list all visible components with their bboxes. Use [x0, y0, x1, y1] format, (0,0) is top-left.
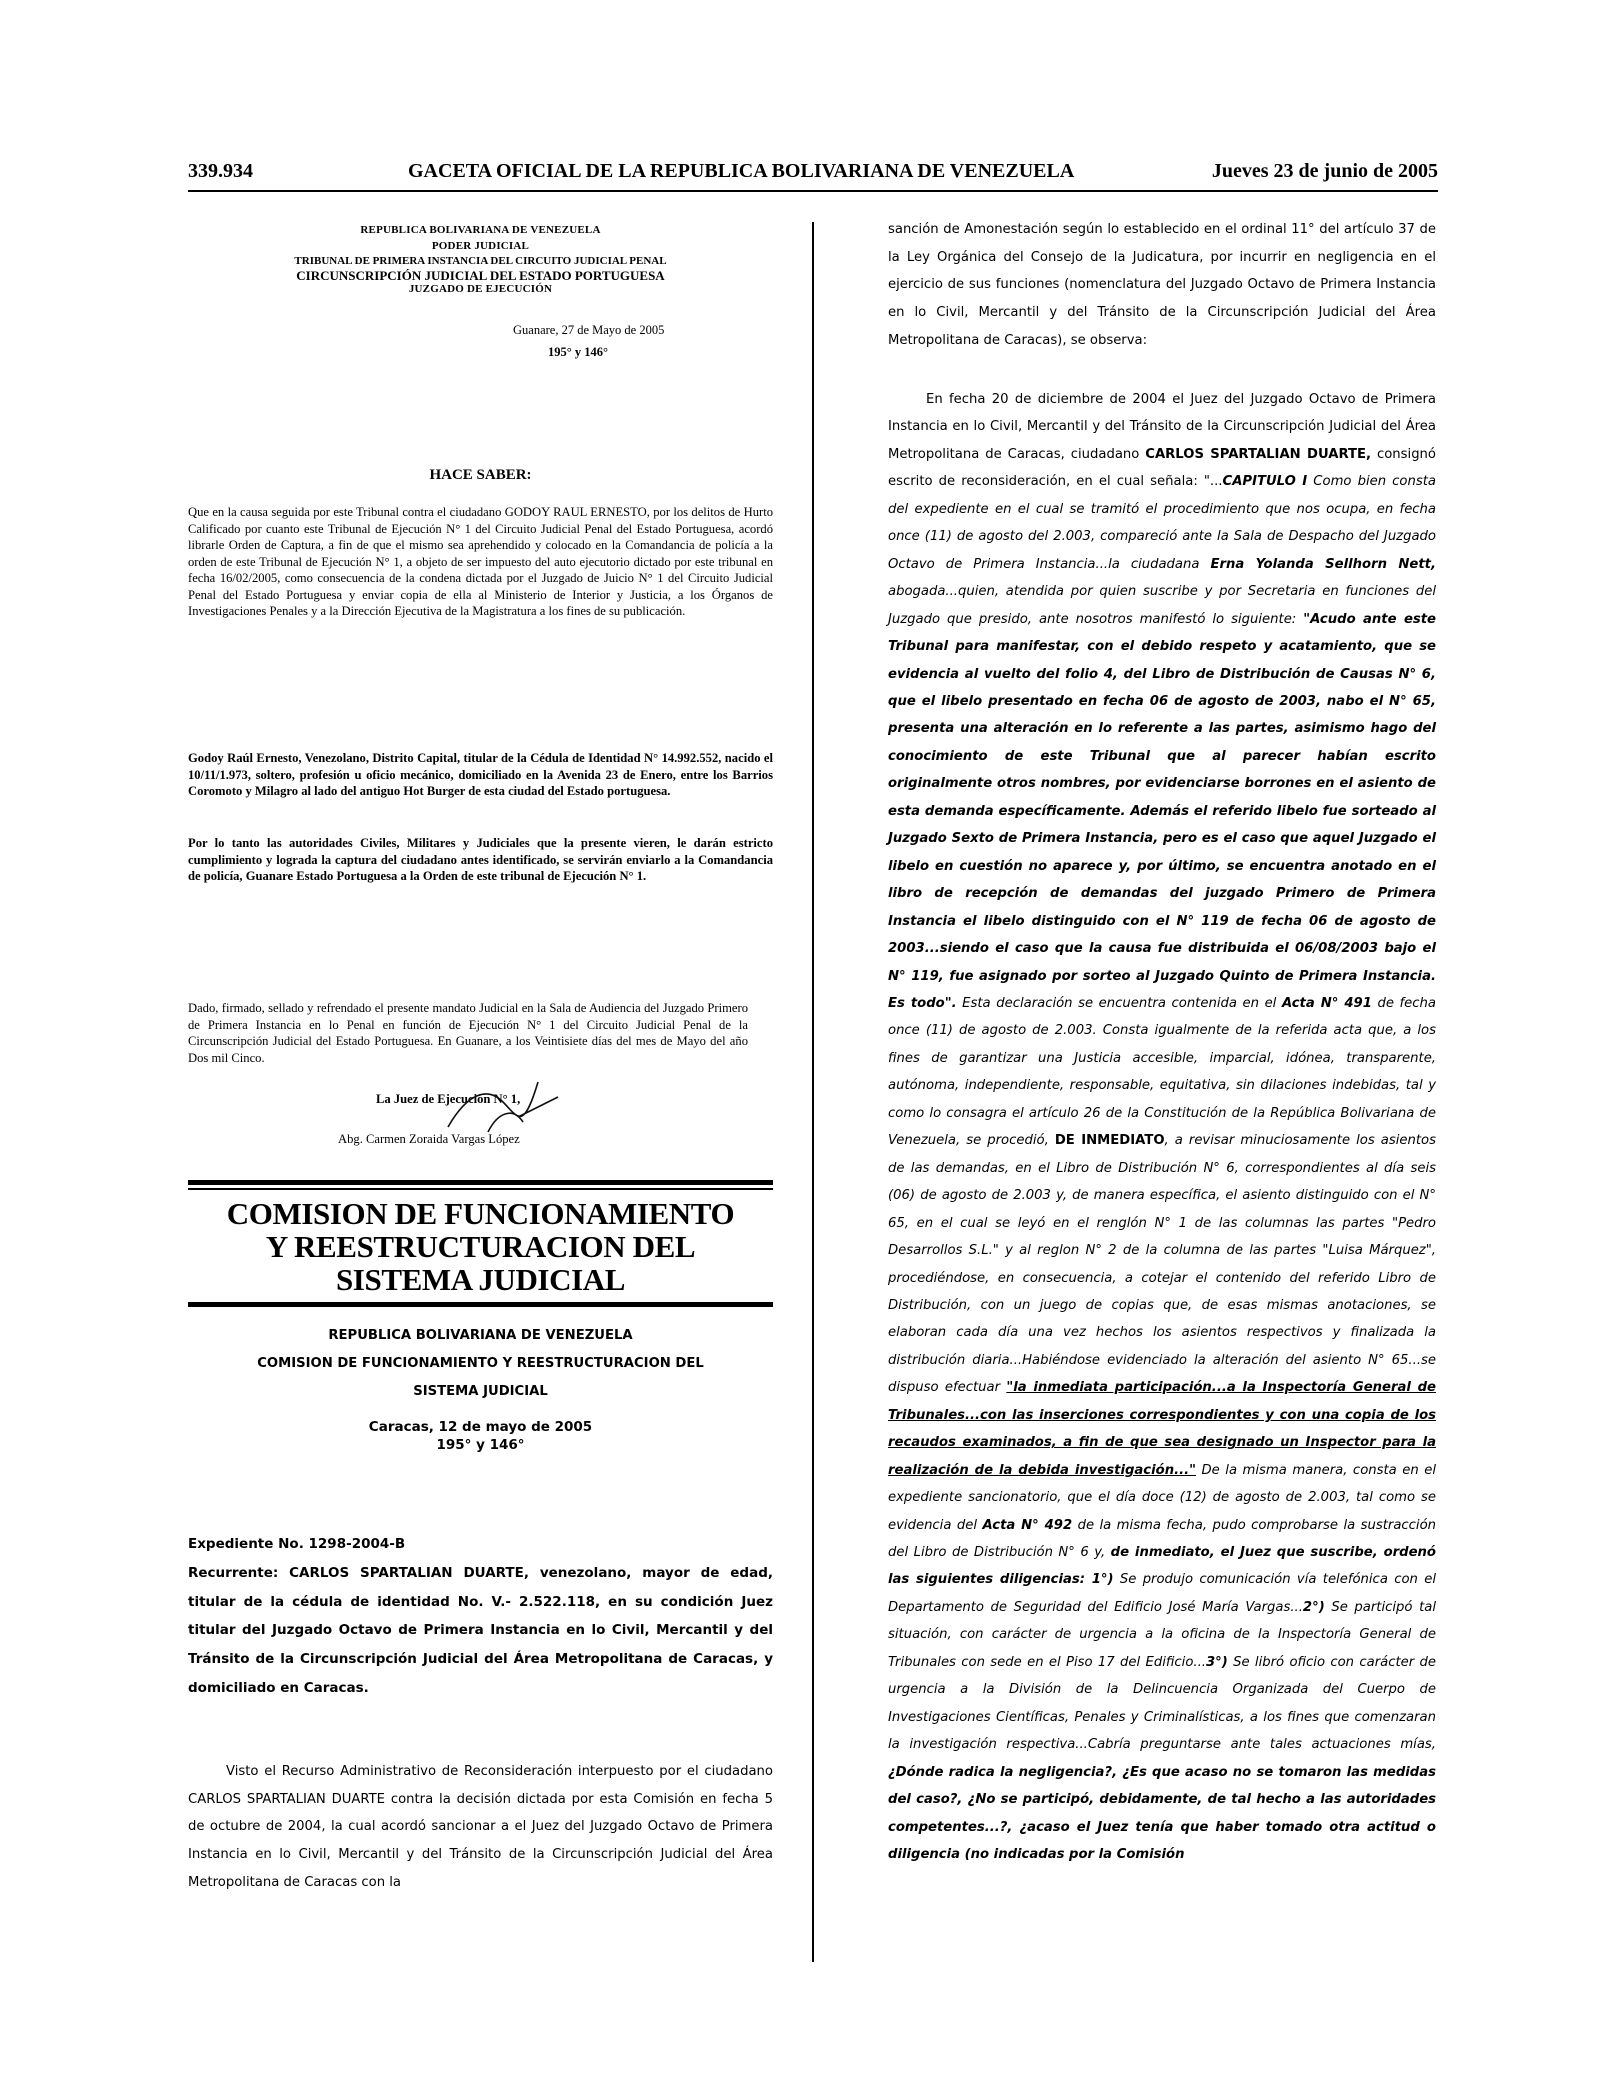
text-run: Se libró oficio con carácter de urgencia a la División de la Delincuencia Organizada del Cuerpo de Investigaciones Científicas, Penales y Criminalísticas, a los fines que comenzaran la investigación respectiva...Cabría preguntarse ante tales actuaciones mías, [888, 1654, 1436, 1753]
expediente-block [188, 1530, 773, 1703]
tribunal-paragraph-2: Godoy Raúl Ernesto, Venezolano, Distrito Capital, titular de la Cédula de Identidad N° 14.992.552, nacido el 10/11/1.973, soltero, profesión u oficio mecánico, domiciliado en la Avenida 23 de Enero, entre los Barrios Coromoto y Milagro al lado del antiguo Hot Burger de esta ciudad del Estado portuguesa. [188, 751, 773, 798]
text-run: de la misma fecha, pudo comprobarse la sustracción del Libro de Distribución N° 6 y, [888, 1517, 1436, 1561]
name-run: CARLOS SPARTALIAN DUARTE, [1145, 446, 1372, 462]
text-run: Se participó tal situación, con carácter de urgencia a la oficina de la Inspectoría General de Tribunales con sede en el Piso 17 del Edificio... [888, 1599, 1436, 1670]
comision-sub-1: REPUBLICA BOLIVARIANA DE VENEZUELA [328, 1328, 633, 1343]
tribunal-paragraph-3: Por lo tanto las autoridades Civiles, Militares y Judiciales que la presente vieren, le darán estricto cumplimiento y lograda la captura del ciudadano antes identificado, se servirán enviarlo a la Comandancia de policía, Guanare Estado Portuguesa a la Orden de este tribunal de Ejecución N° 1. [188, 836, 773, 883]
tribunal-place-date [513, 319, 664, 363]
gazette-title: GACETA OFICIAL DE LA REPUBLICA BOLIVARIANA DE VENEZUELA [408, 160, 1075, 182]
tribunal-line-4: CIRCUNSCRIPCIÓN JUDICIAL DEL ESTADO PORTUGUESA [296, 268, 665, 283]
text-run: De la misma manera, consta en el expediente sancionatorio, que el día doce (12) de agosto de 2.003, tal como se evidencia del [888, 1462, 1436, 1533]
signer-title: La Juez de Ejecución N° 1, [376, 1092, 521, 1106]
comision-sub-2: COMISION DE FUNCIONAMIENTO Y REESTRUCTURACION DEL [257, 1356, 704, 1371]
text-run: , a revisar minuciosamente los asientos de las demandas, en el Libro de Distribución N° 6, correspondientes al día seis (06) de agosto de 2.003 y, de manera específica, el asiento distinguido con el N° 65, en el cual se leyó en el renglón N° 1 de las columnas las partes "Pedro Desarrollos S.L." y al reglon N° 2 de la columna de las partes "Luisa Márquez", procediéndose, en consecuencia, a cotejar el contenido del referido Libro de Distribución, con un juego de copias que, de esas mismas anotaciones, se elaboran cada día una vez hechos los asientos respectivos y finalizada la distribución diaria...Habiéndose evidenciado la alteración del asiento N° 65...se dispuso efectuar [888, 1133, 1436, 1396]
bold-run: ¿Dónde radica la negligencia?, ¿Es que acaso no se tomaron las medidas del caso?, ¿No se participó, debidamente, de tal hecho a las autoridades competentes...?, ¿acaso el Juez tenía que haber tomado otra actitud o diligencia (no indicadas por la Comisión [888, 1764, 1436, 1863]
tribunal-date-line: Guanare, 27 de Mayo de 2005 [513, 323, 665, 337]
comision-subheading [188, 1322, 773, 1406]
issue-date: Jueves 23 de junio de 2005 [1211, 160, 1438, 182]
acta-run: Acta N° 492 [982, 1517, 1073, 1533]
text-run: Se produjo comunicación vía telefónica con el Departamento de Seguridad del Edificio José María Vargas... [888, 1572, 1437, 1615]
visto-text: Visto el Recurso Administrativo de Reconsideración interpuesto por el ciudadano CARLOS SPARTALIAN DUARTE contra la decisión dictada por esta Comisión en fecha 5 de octubre de 2004, la cual acordó sancionar a el Juez del Juzgado Octavo de Primera Instancia en lo Civil, Mercantil y del Tránsito de la Circunscripción Judicial del Área Metropolitana de Caracas con la [188, 1764, 773, 1890]
acta-run: Acta N° 491 [1281, 995, 1372, 1011]
expediente-number: Expediente No. 1298-2004-B [188, 1536, 406, 1552]
text-run: consignó escrito de reconsideración, en el cual señala: "... [888, 446, 1436, 490]
comision-years: 195° y 146° [436, 1437, 525, 1453]
right-paragraph-1: sanción de Amonestación según lo establecido en el ordinal 11° del artículo 37 de la Ley Orgánica del Consejo de la Judicatura, por incurrir en negligencia en el ejercicio de sus funciones (nomenclatura del Juzgado Octavo de Primera Instancia en lo Civil, Mercantil y del Tránsito de la Circunscripción Judicial del Área Metropolitana de Caracas), se observa: [888, 222, 1436, 348]
signer-name: Abg. Carmen Zoraida Vargas López [338, 1132, 520, 1146]
header-rule [188, 190, 1438, 192]
section-rule-bottom [188, 1302, 773, 1307]
visto-paragraph [188, 1758, 773, 1897]
page-header [188, 160, 1438, 186]
bold-run: DE INMEDIATO [1054, 1133, 1165, 1149]
section-rule-top-thin [188, 1188, 773, 1190]
underlined-run: "la inmediata participación...a la Inspectoría General de Tribunales...con las inserciones correspondientes y con una copia de los recaudos examinados, a fin de que sea designado un Inspector para la realización de la debida investigación..." [888, 1380, 1436, 1478]
comision-title-line-3: SISTEMA JUDICIAL [335, 1262, 626, 1297]
text-run: de fecha once (11) de agosto de 2.003. Consta igualmente de la referida acta que, a los fines de garantizar una Justicia accesible, imparcial, idónea, transparente, autónoma, independiente, responsable, equitativa, sin dilaciones indebidas, tal y como lo consagra el artículo 26 de la Constitución de la República Bolivariana de Venezuela, se procedió, [888, 995, 1436, 1149]
tribunal-heading [188, 222, 773, 296]
comision-title-line-2: Y REESTRUCTURACION DEL [265, 1229, 696, 1264]
bold-run: de inmediato, el Juez que suscribe, ordenó las siguientes diligencias: 1°) [888, 1545, 1436, 1588]
name-run: Erna Yolanda Sellhorn Nett, [1210, 556, 1436, 572]
recurrente-text: Recurrente: CARLOS SPARTALIAN DUARTE, venezolano, mayor de edad, titular de la cédula de identidad No. V.- 2.522.118, en su condición Juez titular del Juzgado Octavo de Primera Instancia en lo Civil, Mercantil y del Tránsito de la Circunscripción Judicial del Área Metropolitana de Caracas, y domiciliado en Caracas. [188, 1564, 773, 1696]
right-paragraph-2 [888, 386, 1436, 1868]
tribunal-paragraph-1: Que en la causa seguida por este Tribunal contra el ciudadano GODOY RAUL ERNESTO, por los delitos de Hurto Calificado por cuanto este Tribunal de Ejecución N° 1 del Circuito Judicial Penal del Estado Portuguesa, acordó librarle Orden de Captura, a fin de que el mismo sea aprehendido y colocado en la Comandancia de policía a la orden de este Tribunal de Ejecución N° 1, a objeto de ser impuesto del auto ejecutorio dictado por este tribunal en fecha 16/02/2005, como consecuencia de la condena dictada por el Juzgado de Juicio N° 1 del Circuito Judicial Penal del Estado Portuguesa y enviar copia de ella al Ministerio de Interior y Justicia, a los Órganos de Investigaciones Penales y a la Dirección Ejecutiva de la Magistratura a los fines de su publicación. [188, 505, 773, 618]
tribunal-paragraph-4: Dado, firmado, sellado y refrendado el presente mandato Judicial en la Sala de Audiencia del Juzgado Primero de Primera Instancia en lo Penal en función de Ejecución N° 1 del Circuito Judicial Penal de la Circunscripción Judicial del Estado Portuguesa. En Guanare, a los Veintisiete días del mes de Mayo del año Dos mil Cinco. [188, 1001, 748, 1065]
text-run: abogada...quien, atendida por quien suscribe y por Secretaria en funciones del Juzgado que presido, ante nosotros manifestó lo siguiente: [888, 584, 1436, 627]
tribunal-line-1: REPUBLICA BOLIVARIANA DE VENEZUELA [360, 224, 601, 236]
section-rule-top [188, 1180, 773, 1185]
page-number: 339.934 [188, 160, 253, 182]
comision-title-line-1: COMISION DE FUNCIONAMIENTO [226, 1196, 735, 1231]
hace-saber-heading: HACE SABER: [429, 467, 532, 483]
tribunal-years: 195° y 146° [548, 345, 608, 359]
comision-place-date [188, 1418, 773, 1454]
tribunal-line-5: JUZGADO DE EJECUCIÓN [408, 283, 553, 295]
column-separator [812, 222, 814, 1962]
comision-sub-3: SISTEMA JUDICIAL [413, 1384, 548, 1399]
quote-run: "Acudo ante este Tribunal para manifestar, con el debido respeto y acatamiento, que se evidencia al vuelto del folio 4, del Libro de Distribución de Causas N° 6, que el libelo presentado en fecha 06 de agosto de 2003, nabo el N° 65, presenta una alteración en lo referente a las partes, asimismo hago del conocimiento de este Tribunal que al parecer habían escrito originalmente otros nombres, por evidenciarse borrones en el asiento de esta demanda específicamente. Además el referido libelo fue sorteado al Juzgado Sexto de Primera Instancia, pero es el caso que aquel Juzgado el libelo en cuestión no aparece y, por último, se encuentra anotado en el libro de recepción de demandas del juzgado Primero de Primera Instancia el libelo distinguido con el N° 119 de fecha 06 de agosto de 2003...siendo el caso que la causa fue distribuida el 06/08/2003 bajo el N° 119, fue asignado por sorteo al Juzgado Quinto de Primera Instancia. Es todo". [888, 611, 1436, 1011]
text-run: En fecha 20 de diciembre de 2004 el Juez del Juzgado Octavo de Primera Instancia en lo Civil, Mercantil y del Tránsito de la Circunscripción Judicial del Área Metropolitana de Caracas, ciudadano [888, 392, 1436, 462]
bold-run: 3°) [1205, 1654, 1228, 1670]
comision-title [188, 1197, 773, 1296]
tribunal-line-3: TRIBUNAL DE PRIMERA INSTANCIA DEL CIRCUITO JUDICIAL PENAL [294, 255, 667, 267]
chapter-run: CAPITULO I [1222, 474, 1308, 490]
left-column [188, 222, 773, 1890]
text-run: Esta declaración se encuentra contenida en el [956, 995, 1282, 1011]
text-run: Como bien consta del expediente en el cual se tramitó el procedimiento que nos ocupa, en fecha once (11) de agosto del 2.003, compareció ante la Sala de Despacho del Juzgado Octavo de Primera Instancia...la ciudadana [888, 474, 1436, 572]
bold-run: 2°) [1302, 1599, 1325, 1615]
comision-date-line: Caracas, 12 de mayo de 2005 [368, 1419, 593, 1435]
tribunal-line-2: PODER JUDICIAL [431, 240, 530, 252]
